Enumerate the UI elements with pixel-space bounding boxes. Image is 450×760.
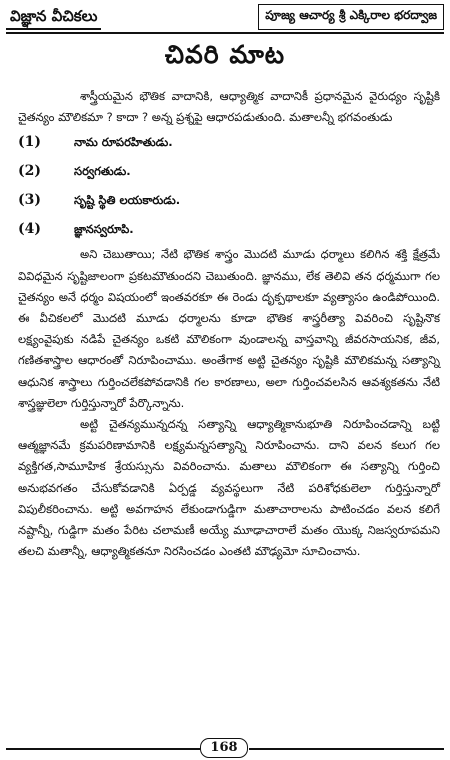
list-text: సృష్టి స్థితి లయకారుడు. — [74, 193, 181, 208]
attribute-list — [18, 128, 440, 244]
body-paragraph: అని చెబుతాయి; నేటి భౌతిక శాస్త్రం మొదటి మూడు ధర్మాలు కలిగిన శక్తి క్షేత్రమే వివిధమైన సృష్టిజాలంగా ప్రకటమౌతుందని చెబుతుంది. జ్ఞానము, లేక తెలివి తన ధర్మముగా గల చైతన్యం అనే ధర్మం విషయంలో ఇంతవరకూ ఈ రెండు దృక్పథాలకూ వ్యత్యాసం ఉండిపోయింది. ఈ వీచికలలో మొదటి మూడు ధర్మాలను కూడా భౌతిక శాస్త్రరీత్యా వివరించి సృష్టినొక లక్ష్యంవైపుకు నడిపే చైతన్యం ఒకటి మౌలికంగా వుండాలన్న వాస్తవాన్ని జీవరసాయనిక, జీవ, గణితశాస్త్రాల ఆధారంతో నిరూపించాము. అంతేగాక అట్టి చైతన్యం సృష్టికి మౌలికమన్న సత్యాన్ని ఆధునిక శాస్త్రాలు గుర్తించలేకపోవడానికి గల కారణాలు, అలా గుర్తించవలసిన ఆవశ్యకతను నేటి శాస్త్రజ్ఞులెలా గుర్తిస్తున్నారో పేర్కొన్నాను. — [18, 247, 440, 410]
footer-rule-left — [6, 748, 200, 750]
list-text: జ్ఞానస్వరూపి. — [74, 222, 134, 237]
page-footer — [0, 738, 450, 758]
list-number: (2) — [18, 163, 41, 180]
list-text: సర్వగతుడు. — [74, 164, 131, 179]
author-name-box: పూజ్య ఆచార్య శ్రీ ఎక్కిరాల భరద్వాజ — [258, 4, 444, 30]
intro-paragraph: శాస్త్రీయమైన భౌతిక వాదానికి, ఆధ్యాత్మిక వాదానికీ ప్రధానమైన వైరుధ్యం సృష్టికి చైతన్యం మౌలికమా ? కాదా ? అన్న ప్రశ్నపై ఆధారపడుతుంది. మతాలన్నీ భగవంతుడు — [18, 89, 440, 125]
running-header — [6, 4, 444, 30]
list-number: (1) — [18, 134, 41, 151]
list-item — [18, 215, 440, 244]
list-item — [18, 186, 440, 215]
list-text: నామ రూపరహితుడు. — [74, 135, 173, 150]
header-rule — [6, 32, 444, 34]
list-number: (4) — [18, 221, 41, 238]
footer-rule-right — [249, 748, 444, 750]
page-number: 168 — [200, 738, 248, 758]
chapter-title: చివరి మాట — [164, 40, 286, 69]
page-body — [18, 86, 440, 562]
list-item — [18, 128, 440, 157]
book-title: విజ్ఞాన వీచికలు — [6, 4, 101, 30]
body-paragraph: అట్టి చైతన్యమున్నదన్న సత్యాన్ని ఆధ్యాత్మికానుభూతి నిరూపించడాన్ని బట్టి ఆత్మజ్ఞానమే క్రమపరిణామానికి లక్ష్యమన్నసత్యాన్ని నిరూపించాను. దాని వలన కలుగ గల వ్యక్తిగత,సామూహిక శ్రేయస్సును వివరించాను. మతాలు మౌలికంగా ఈ సత్యాన్ని గుర్తించి అనుభవగతం చేసుకోవడానికి ఏర్పడ్డ వ్యవస్థలుగా నేటి పరిశోధకులెలా గుర్తిస్తున్నారో విపులీకరించాను. అట్టి అవగాహన లేకుండాగుడ్డిగా మతాచారాలను పాటించడం వలన కలిగే నష్టాన్నీ, గుడ్డిగా మతం పేరిట చలామణీ అయ్యే మూఢాచారాలే మతం యొక్క నిజస్వరూపమని తలచి మతాన్నీ, ఆధ్యాత్మికతనూ నిరసించడం ఎంతటి మౌఢ్యమో సూచించాను. — [18, 417, 440, 559]
list-item — [18, 157, 440, 186]
list-number: (3) — [18, 192, 41, 209]
